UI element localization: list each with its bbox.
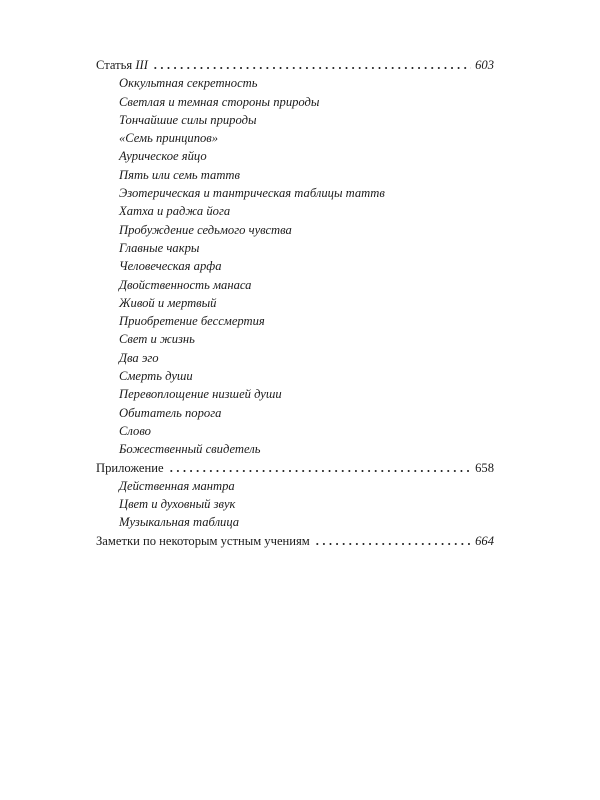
- toc-subentry: Эзотерическая и тантрическая таблицы таттв: [119, 186, 385, 201]
- toc-subentry: Смерть души: [119, 369, 193, 384]
- toc-subentry: Пять или семь таттв: [119, 167, 240, 182]
- toc-subentry: Хатха и раджа йога: [119, 204, 231, 219]
- toc-section-row: [96, 532, 494, 550]
- toc-page-number: 603: [475, 58, 494, 72]
- toc-subentry: Цвет и духовный звук: [119, 497, 236, 512]
- toc-subentry: Действенная мантра: [119, 478, 235, 493]
- toc-subentry: Божественный свидетель: [119, 442, 261, 457]
- toc-section-title-text: Приложение: [96, 460, 164, 475]
- toc-section-title-numeral: III: [135, 58, 148, 72]
- toc-subentry: Музыкальная таблица: [119, 515, 240, 530]
- toc-subentry: Аурическое яйцо: [119, 149, 207, 164]
- dot-leader: [314, 542, 471, 546]
- toc-subentry: Два эго: [119, 350, 159, 365]
- dot-leader: [168, 469, 472, 473]
- toc-section-row: [96, 459, 494, 477]
- dot-leader: [152, 66, 471, 70]
- toc-subentry: Перевоплощение низшей души: [119, 387, 282, 402]
- toc-subentry: Оккультная секретность: [119, 76, 258, 91]
- toc-subentry: Светлая и темная стороны природы: [119, 94, 320, 109]
- toc-subentry: Обитатель порога: [119, 405, 222, 420]
- toc-section-title: [96, 532, 310, 550]
- toc-section-row: [96, 56, 494, 74]
- toc-subentry: Живой и мертвый: [119, 295, 217, 310]
- toc-page-number: 664: [475, 533, 494, 548]
- toc-section-title-text: Заметки по некоторым устным учениям: [96, 533, 310, 548]
- toc-subentry: Двойственность манаса: [119, 277, 252, 292]
- toc-subentry: «Семь принципов»: [119, 131, 219, 146]
- toc-page-number: 658: [475, 460, 494, 475]
- toc-subentry: Свет и жизнь: [119, 332, 195, 347]
- toc-subentry: Главные чакры: [119, 240, 200, 255]
- toc-subentry: Приобретение бессмертия: [119, 314, 265, 329]
- toc-section-title-text: Статья: [96, 58, 133, 72]
- toc-section-title: [96, 56, 148, 74]
- toc-subentry: Пробуждение седьмого чувства: [119, 222, 292, 237]
- toc-section-title: [96, 459, 164, 477]
- table-of-contents: [96, 56, 494, 550]
- toc-subentry: Слово: [119, 423, 151, 438]
- toc-subentry: Тончайшие силы природы: [119, 112, 257, 127]
- toc-subentry: Человеческая арфа: [119, 259, 222, 274]
